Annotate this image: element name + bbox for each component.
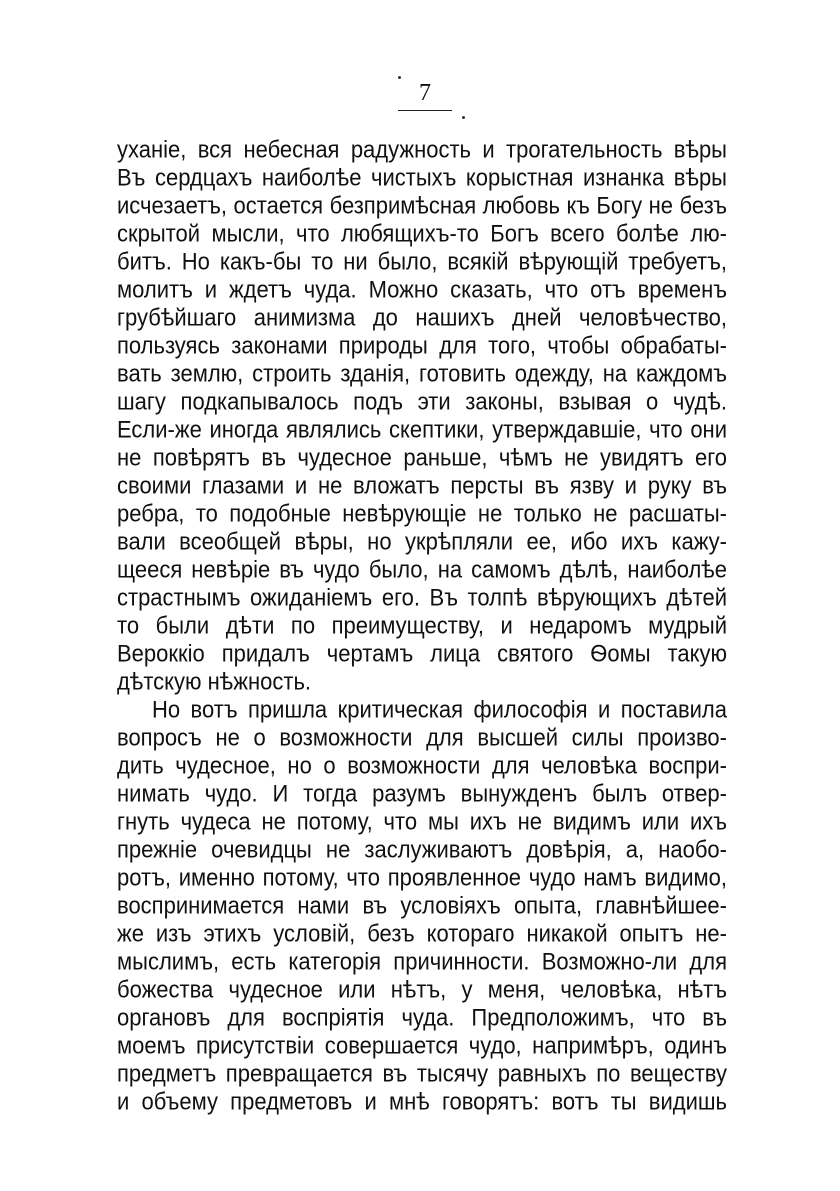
- text-line: не повѣрятъ въ чудесное раньше, чѣмъ не увидятъ его: [117, 443, 727, 471]
- text-line: и объему предметовъ и мнѣ говорятъ: вотъ ты видишь: [117, 1087, 727, 1115]
- text-line: щееся невѣріе въ чудо было, на самомъ дѣлѣ, наиболѣе: [117, 555, 727, 583]
- text-line: исчезаетъ, остается безпримѣсная любовь къ Богу не безъ: [117, 191, 727, 219]
- text-line: дить чудесное, но о возможности для человѣка воспри-: [117, 751, 727, 779]
- paragraph: [117, 136, 727, 696]
- text-line: молитъ и ждетъ чуда. Можно сказать, что отъ временъ: [117, 275, 727, 303]
- text-line: грубѣйшаго анимизма до нашихъ дней человѣчество,: [117, 303, 727, 331]
- text-line: прежніе очевидцы не заслуживаютъ довѣрія, а, наобо-: [117, 835, 727, 863]
- text-line: Если-же иногда являлись скептики, утверждавшіе, что они: [117, 415, 727, 443]
- paragraph: [117, 696, 727, 1116]
- text-line: божества чудесное или нѣтъ, у меня, человѣка, нѣтъ: [117, 975, 727, 1003]
- text-line: ребра, то подобные невѣрующіе не только не расшаты-: [117, 499, 727, 527]
- text-line: вопросъ не о возможности для высшей силы произво-: [117, 723, 727, 751]
- text-line: скрытой мысли, что любящихъ-то Богъ всего болѣе лю-: [117, 219, 727, 247]
- text-line: дѣтскую нѣжность.: [117, 667, 312, 695]
- page-number-rule: [398, 110, 452, 111]
- text-line: битъ. Но какъ-бы то ни было, всякій вѣрующій требуетъ,: [117, 247, 727, 275]
- text-line: Въ сердцахъ наиболѣе чистыхъ корыстная изнанка вѣры: [117, 163, 727, 191]
- text-line: Вероккіо придалъ чертамъ лица святого Ѳомы такую: [117, 639, 727, 667]
- text-line: вали всеобщей вѣры, но укрѣпляли ее, ибо ихъ кажу-: [117, 527, 727, 555]
- text-line: уханіе, вся небесная радужность и трогательность вѣры: [117, 135, 727, 163]
- text-line: ротъ, именно потому, что проявленное чудо намъ видимо,: [117, 863, 727, 891]
- text-line: мыслимъ, есть категорія причинности. Возможно-ли для: [117, 947, 727, 975]
- text-line: своими глазами и не вложатъ персты въ язву и руку въ: [117, 471, 727, 499]
- text-line: вать землю, строить зданія, готовить одежду, на каждомъ: [117, 359, 727, 387]
- text-line: Но вотъ пришла критическая философія и поставила: [152, 695, 727, 723]
- scan-speck: [462, 116, 465, 119]
- text-line: предметъ превращается въ тысячу равныхъ по веществу: [117, 1059, 727, 1087]
- text-line: то были дѣти по преимуществу, и недаромъ мудрый: [117, 611, 727, 639]
- text-line: воспринимается нами въ условіяхъ опыта, главнѣйшее-: [117, 891, 727, 919]
- text-line: органовъ для воспріятія чуда. Предположимъ, что въ: [117, 1003, 727, 1031]
- text-line: нимать чудо. И тогда разумъ вынужденъ былъ отвер-: [117, 779, 727, 807]
- text-line: пользуясь законами природы для того, чтобы обрабаты-: [117, 331, 727, 359]
- text-line: моемъ присутствіи совершается чудо, напримѣръ, одинъ: [117, 1031, 727, 1059]
- scan-speck: [398, 76, 401, 79]
- page-number: 7: [419, 80, 431, 106]
- text-line: страстнымъ ожиданіемъ его. Въ толпѣ вѣрующихъ дѣтей: [117, 583, 727, 611]
- text-line: же изъ этихъ условій, безъ котораго никакой опытъ не-: [117, 919, 727, 947]
- text-line: гнуть чудеса не потому, что мы ихъ не видимъ или ихъ: [117, 807, 727, 835]
- body-text: [117, 136, 727, 1116]
- text-line: шагу подкапывалось подъ эти законы, взывая о чудѣ.: [117, 387, 727, 415]
